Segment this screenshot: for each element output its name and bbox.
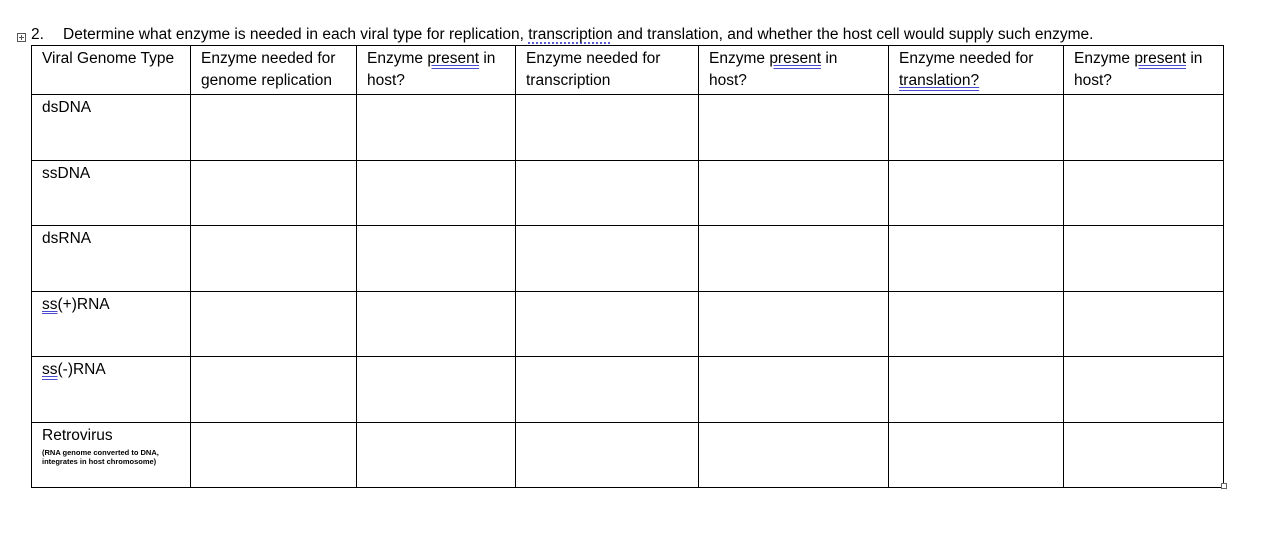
row-label: (-)RNA <box>57 361 106 378</box>
table-row <box>32 291 1224 357</box>
row-label-cell[interactable] <box>32 291 191 357</box>
header-text: in host? <box>709 50 838 89</box>
row-label-cell[interactable] <box>32 226 191 292</box>
question-text <box>31 25 1093 45</box>
row-label-flagged: ss <box>42 361 58 378</box>
header-text: Enzyme <box>709 50 770 67</box>
table-cell[interactable] <box>516 160 699 226</box>
row-label: dsRNA <box>42 230 92 247</box>
table-cell[interactable] <box>191 95 357 161</box>
table-cell[interactable] <box>699 422 889 488</box>
table-row <box>32 226 1224 292</box>
table-row <box>32 357 1224 423</box>
header-row <box>32 46 1224 95</box>
table-cell[interactable] <box>357 226 516 292</box>
table-cell[interactable] <box>357 422 516 488</box>
table-cell[interactable] <box>191 422 357 488</box>
table-cell[interactable] <box>699 95 889 161</box>
question-number: 2. <box>31 26 44 43</box>
row-label-cell[interactable] <box>32 95 191 161</box>
header-text: Enzyme needed for <box>899 50 1034 67</box>
table-move-handle-icon[interactable] <box>17 33 26 42</box>
header-cell-enzyme-translation[interactable] <box>889 46 1064 95</box>
table-cell[interactable] <box>516 226 699 292</box>
table-cell[interactable] <box>1064 422 1224 488</box>
viral-enzyme-table <box>31 45 1224 488</box>
table-cell[interactable] <box>1064 95 1224 161</box>
table-cell[interactable] <box>357 357 516 423</box>
row-note: (RNA genome converted to DNA, integrates in host chromosome) <box>42 447 159 466</box>
header-text: Enzyme <box>1074 50 1135 67</box>
table-cell[interactable] <box>191 160 357 226</box>
header-text-flagged: present <box>1134 50 1187 67</box>
row-label: ssDNA <box>42 164 91 182</box>
table-cell[interactable] <box>516 422 699 488</box>
table-cell[interactable] <box>699 357 889 423</box>
table-cell[interactable] <box>699 160 889 226</box>
table-cell[interactable] <box>1064 357 1224 423</box>
table-cell[interactable] <box>516 291 699 357</box>
table-cell[interactable] <box>889 291 1064 357</box>
row-label-cell[interactable] <box>32 357 191 423</box>
table-cell[interactable] <box>357 291 516 357</box>
header-text: Enzyme <box>367 50 428 67</box>
table-cell[interactable] <box>516 95 699 161</box>
table-cell[interactable] <box>889 357 1064 423</box>
row-label: dsDNA <box>42 99 92 116</box>
table-row <box>32 422 1224 488</box>
table-cell[interactable] <box>889 226 1064 292</box>
row-label: Retrovirus <box>42 426 113 444</box>
table-cell[interactable] <box>191 291 357 357</box>
table-cell[interactable] <box>516 357 699 423</box>
table-resize-handle-icon[interactable] <box>1221 483 1227 489</box>
header-text: Viral Genome Type <box>42 50 175 67</box>
table-cell[interactable] <box>699 291 889 357</box>
table-cell[interactable] <box>889 422 1064 488</box>
row-label: (+)RNA <box>57 295 110 313</box>
table-cell[interactable] <box>1064 160 1224 226</box>
header-cell-enzyme-replication[interactable] <box>191 46 357 95</box>
header-text: in host? <box>367 50 496 89</box>
table-cell[interactable] <box>357 160 516 226</box>
row-label-cell[interactable] <box>32 160 191 226</box>
row-label-cell[interactable] <box>32 422 191 488</box>
header-text-flagged: present <box>769 50 822 67</box>
header-cell-viral-genome-type[interactable] <box>32 46 191 95</box>
header-cell-present-in-host-1[interactable] <box>357 46 516 95</box>
header-text-flagged: translation? <box>899 72 980 89</box>
question-text-before: Determine what enzyme is needed in each viral type for replication, <box>63 26 529 43</box>
header-text: Enzyme needed for genome replication <box>201 50 336 89</box>
table-cell[interactable] <box>357 95 516 161</box>
table-cell[interactable] <box>889 95 1064 161</box>
header-cell-enzyme-transcription[interactable] <box>516 46 699 95</box>
table-cell[interactable] <box>1064 226 1224 292</box>
header-text-flagged: present <box>427 50 480 67</box>
table-row <box>32 95 1224 161</box>
table-cell[interactable] <box>1064 291 1224 357</box>
row-label-flagged: ss <box>42 295 58 313</box>
question-text-flagged: transcription <box>528 26 613 43</box>
table-row <box>32 160 1224 226</box>
table-cell[interactable] <box>191 357 357 423</box>
header-text: Enzyme needed for transcription <box>526 50 661 89</box>
question-text-after: and translation, and whether the host cell would supply such enzyme. <box>612 26 1094 43</box>
header-text: in host? <box>1074 50 1203 89</box>
table-cell[interactable] <box>699 226 889 292</box>
header-cell-present-in-host-2[interactable] <box>699 46 889 95</box>
header-cell-present-in-host-3[interactable] <box>1064 46 1224 95</box>
table-cell[interactable] <box>191 226 357 292</box>
table-cell[interactable] <box>889 160 1064 226</box>
